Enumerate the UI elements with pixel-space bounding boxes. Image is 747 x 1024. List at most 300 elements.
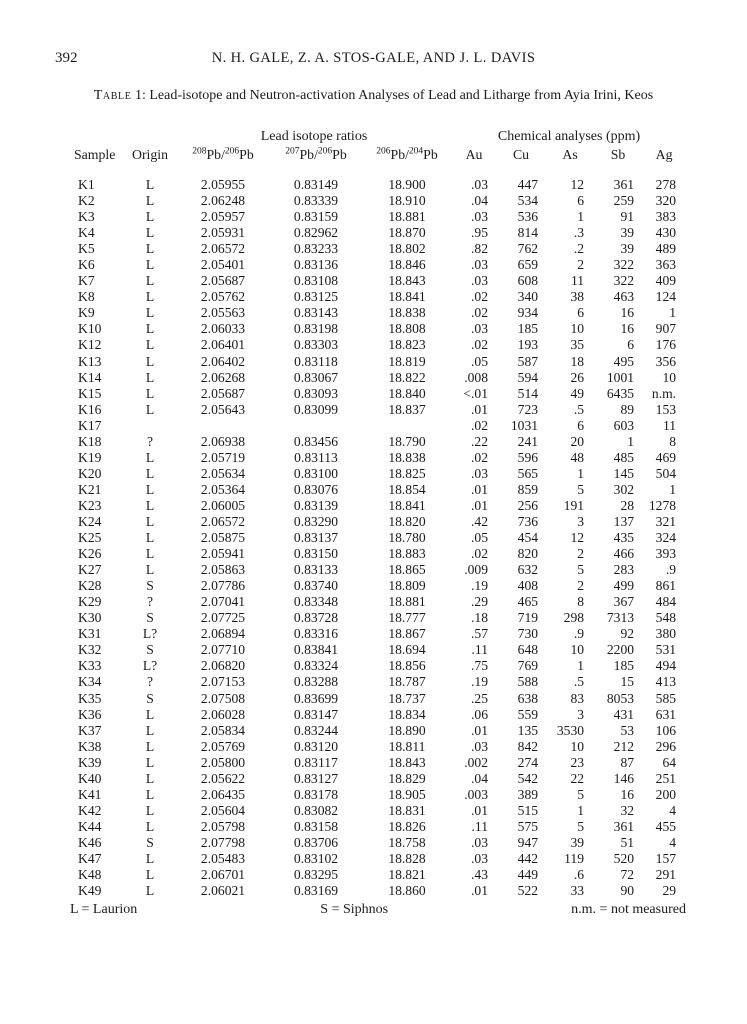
cell-pb207-206: 0.83113 [294,449,338,465]
cell-as: 6 [577,417,585,433]
cell-pb208-206: 2.06021 [200,883,246,899]
cell-sb: 8053 [606,690,635,706]
cell-pb208-206: 2.07798 [200,834,246,850]
page-header [0,50,747,68]
cell-pb206-204: 18.829 [388,770,426,786]
table-row [70,434,686,450]
cell-pb207-206: 0.83099 [293,401,339,417]
cell-sample: K12 [78,337,102,353]
cell-cu: 723 [517,401,539,417]
cell-sample: K27 [78,562,102,578]
cell-cu: 274 [517,754,539,770]
cell-pb206-204: 18.838 [388,305,426,321]
cell-pb208-206: 2.05687 [200,273,246,289]
cell-ag: 64 [662,754,677,770]
cell-origin: L [145,305,155,321]
cell-sb: 212 [613,738,635,754]
cell-sample: K17 [78,417,102,433]
cell-pb206-204: 18.883 [388,546,426,562]
cell-pb208-206: 2.06572 [200,513,246,529]
cell-pb208-206: 2.05955 [200,177,246,192]
table-row [70,707,686,723]
cell-cu: 465 [517,594,539,610]
cell-as: 39 [570,834,585,850]
cell-ag: 455 [655,818,677,834]
cell-pb206-204: 18.890 [388,722,426,738]
cell-pb206-204: 18.865 [388,562,426,578]
cell-ag: 200 [655,786,677,802]
cell-pb207-206: 0.83117 [294,754,338,770]
cell-ag: 4 [669,802,677,818]
cell-as: 10 [570,738,585,754]
cell-pb208-206: 2.07710 [200,642,246,658]
cell-origin: L [145,401,155,417]
table-row [70,610,686,626]
cell-cu: 820 [517,546,539,562]
cell-cu: 559 [517,706,539,722]
cell-pb208-206: 2.05643 [200,401,246,417]
cell-ag: 489 [655,241,677,257]
table-row [70,257,686,273]
cell-origin: L [145,530,155,546]
table-row [70,321,686,337]
cell-au: .02 [471,546,489,562]
column-header-pb208-206 [176,145,270,177]
cell-ag: 29 [662,883,677,899]
cell-ag: 393 [655,546,677,562]
cell-au: .42 [471,513,489,529]
cell-sample: K30 [78,610,102,626]
cell-pb208-206: 2.06938 [200,433,246,449]
cell-au: .02 [471,305,489,321]
cell-sample: K14 [78,369,102,385]
cell-ag: 494 [655,658,677,674]
table-row [70,514,686,530]
column-header-sample: Sample [74,147,116,162]
cell-pb206-204: 18.870 [388,225,426,241]
table-row [70,466,686,482]
cell-sample: K19 [78,449,102,465]
cell-as: 6 [577,305,585,321]
cell-cu: 769 [517,658,539,674]
cell-ag: 176 [655,337,677,353]
table-row [70,642,686,658]
cell-origin: L [145,193,155,209]
cell-sample: K38 [78,738,102,754]
cell-pb206-204: 18.834 [388,706,426,722]
cell-as: .5 [573,401,585,417]
cell-au: .03 [471,273,489,289]
cell-pb208-206: 2.05687 [200,385,246,401]
cell-sample: K20 [78,465,102,481]
cell-as: 18 [570,353,585,369]
cell-origin: L [145,273,155,289]
table-row [70,883,686,899]
cell-as: 35 [570,337,585,353]
cell-origin: L [145,481,155,497]
cell-cu: 1031 [510,417,539,433]
cell-pb208-206: 2.06401 [200,337,246,353]
cell-pb206-204: 18.910 [388,193,426,209]
cell-ag: 380 [655,626,677,642]
cell-as: 10 [570,642,585,658]
cell-sb: 361 [613,177,635,192]
cell-cu: 442 [517,850,539,866]
cell-origin: L [145,722,155,738]
cell-origin: L [145,177,155,192]
cell-au: .19 [471,674,489,690]
table-row [70,337,686,353]
cell-pb208-206: 2.05941 [200,546,246,562]
cell-ag: 321 [655,513,677,529]
cell-pb206-204: 18.828 [388,850,426,866]
cell-pb208-206: 2.05483 [200,850,246,866]
cell-cu: 454 [517,530,539,546]
cell-au: .03 [471,834,489,850]
cell-sb: 146 [613,770,635,786]
cell-au: .03 [471,177,489,192]
cell-au: .03 [471,465,489,481]
cell-ag: 153 [655,401,677,417]
cell-origin: ? [146,674,154,690]
table-row [70,241,686,257]
cell-ag: 484 [655,594,677,610]
cell-as: 10 [570,321,585,337]
column-header-row [70,145,686,177]
cell-ag: 363 [655,257,677,273]
cell-pb208-206: 2.07153 [200,674,246,690]
cell-as: 2 [577,578,585,594]
cell-pb207-206: 0.83076 [293,481,339,497]
isotope-symbol: Pb [423,147,438,162]
cell-cu: 256 [517,497,539,513]
cell-sb: 92 [620,626,635,642]
cell-pb208-206: 2.05762 [200,289,246,305]
cell-pb206-204: 18.780 [388,530,426,546]
cell-as: 6 [577,193,585,209]
cell-ag: 907 [655,321,677,337]
legend-siphnos: S = Siphnos [320,902,389,917]
cell-sample: K49 [78,883,102,899]
cell-as: 83 [570,690,585,706]
cell-au: .11 [471,642,489,658]
table-row [70,193,686,209]
cell-au: .03 [471,850,489,866]
cell-sb: 322 [613,273,635,289]
cell-au: .03 [471,738,489,754]
cell-pb207-206: 0.83339 [293,193,339,209]
cell-au: .19 [471,578,489,594]
cell-pb206-204: 18.737 [388,690,426,706]
cell-sample: K41 [78,786,102,802]
cell-pb206-204: 18.846 [388,257,426,273]
cell-sample: K4 [78,225,95,241]
cell-cu: 596 [517,449,539,465]
cell-sb: 322 [613,257,635,273]
cell-origin: S [146,610,154,626]
cell-sample: K48 [78,867,102,883]
cell-ag: 10 [662,369,677,385]
cell-cu: 587 [517,353,539,369]
cell-au: .009 [464,562,489,578]
table-row [70,482,686,498]
cell-ag: 157 [655,850,677,866]
isotope-symbol: Pb [332,147,347,162]
cell-sample: K47 [78,850,102,866]
cell-sb: 495 [613,353,635,369]
column-header-sb: Sb [610,147,626,162]
cell-sb: 485 [613,449,635,465]
cell-origin: L [145,369,155,385]
cell-origin: L [145,850,155,866]
cell-sb: 259 [613,193,635,209]
cell-pb208-206 [176,418,270,434]
cell-sample: K23 [78,497,102,513]
cell-sample: K16 [78,401,102,417]
cell-cu: 534 [517,193,539,209]
analysis-table-container [70,123,686,899]
cell-pb207-206: 0.83150 [293,546,339,562]
cell-pb208-206: 2.05798 [200,818,246,834]
cell-sb: 431 [613,706,635,722]
cell-pb206-204: 18.837 [388,401,426,417]
cell-au: .02 [471,337,489,353]
cell-origin: L [145,257,155,273]
table-row [70,755,686,771]
cell-ag: 11 [662,417,677,433]
cell-as: 23 [570,754,585,770]
cell-ag: n.m. [651,385,677,401]
cell-au: <.01 [463,385,489,401]
cell-origin: L [145,754,155,770]
cell-pb207-206: 0.83244 [293,722,339,738]
cell-au: .75 [471,658,489,674]
cell-as: 12 [570,177,585,192]
cell-au: .04 [471,770,489,786]
table-row [70,578,686,594]
cell-pb208-206: 2.05364 [200,481,246,497]
cell-cu: 730 [517,626,539,642]
cell-pb206-204: 18.809 [388,578,426,594]
cell-sb: 39 [620,241,635,257]
group-header-row [70,123,686,145]
cell-origin: L [145,562,155,578]
cell-pb207-206 [270,418,362,434]
cell-sb: 185 [613,658,635,674]
cell-pb206-204: 18.825 [388,465,426,481]
cell-pb206-204: 18.854 [388,481,426,497]
cell-as: .3 [573,225,585,241]
cell-pb207-206: 0.83133 [293,562,339,578]
cell-origin: L [145,225,155,241]
cell-au: .06 [471,706,489,722]
cell-origin: L [145,465,155,481]
table-row [70,674,686,690]
cell-cu: 389 [517,786,539,802]
cell-pb206-204: 18.802 [388,241,426,257]
table-row [70,546,686,562]
cell-cu: 859 [517,481,539,497]
cell-pb207-206: 0.83169 [293,883,339,899]
cell-pb207-206: 0.83118 [294,353,338,369]
cell-as: .5 [573,674,585,690]
cell-ag: 296 [655,738,677,754]
cell-as: 3 [577,706,585,722]
cell-cu: 719 [517,610,539,626]
isotope-superscript: 208 [192,146,207,157]
cell-ag: 4 [669,834,677,850]
cell-as: 38 [570,289,585,305]
cell-pb206-204: 18.881 [388,594,426,610]
cell-origin: L [145,706,155,722]
cell-sample: K1 [78,177,95,192]
cell-cu: 340 [517,289,539,305]
page-number: 392 [55,50,78,66]
cell-pb207-206: 0.83288 [293,674,339,690]
cell-pb208-206: 2.06572 [200,241,246,257]
cell-au: .22 [471,433,489,449]
isotope-symbol: Pb [239,147,254,162]
cell-sb: 89 [620,401,635,417]
cell-pb208-206: 2.05634 [200,465,246,481]
cell-origin: L [145,353,155,369]
table-row [70,787,686,803]
cell-cu: 648 [517,642,539,658]
cell-origin: L [145,786,155,802]
cell-pb207-206: 0.83137 [293,530,339,546]
cell-pb207-206: 0.83456 [293,433,339,449]
analysis-table [70,123,686,899]
cell-sample: K29 [78,594,102,610]
cell-pb207-206: 0.83159 [293,209,339,225]
cell-pb208-206: 2.07786 [200,578,246,594]
cell-sample: K40 [78,770,102,786]
cell-pb207-206: 0.83740 [293,578,339,594]
cell-sample: K3 [78,209,95,225]
cell-ag: 585 [655,690,677,706]
cell-origin: S [146,834,154,850]
isotope-symbol: Pb/ [390,147,409,162]
cell-sb: 16 [620,305,635,321]
cell-pb208-206: 2.07508 [200,690,246,706]
cell-as: 33 [570,883,585,899]
cell-au: .57 [471,626,489,642]
cell-pb207-206: 0.83841 [293,642,339,658]
cell-cu: 638 [517,690,539,706]
cell-pb208-206: 2.07041 [200,594,246,610]
cell-au: .29 [471,594,489,610]
cell-origin: L [145,513,155,529]
cell-au: .25 [471,690,489,706]
cell-cu: 522 [517,883,539,899]
cell-pb206-204: 18.841 [388,497,426,513]
cell-pb208-206: 2.06005 [200,497,246,513]
cell-cu: 947 [517,834,539,850]
cell-pb206-204: 18.820 [388,513,426,529]
isotope-symbol: Pb/ [299,147,318,162]
cell-au: .18 [471,610,489,626]
cell-pb208-206: 2.06894 [200,626,246,642]
cell-sb: 53 [620,722,635,738]
cell-ag: 251 [655,770,677,786]
cell-pb206-204: 18.843 [388,273,426,289]
cell-cu: 736 [517,513,539,529]
column-header-pb207-206 [270,145,362,177]
cell-pb207-206: 0.83699 [293,690,339,706]
cell-cu: 185 [517,321,539,337]
cell-pb208-206: 2.06820 [200,658,246,674]
cell-sb: 90 [620,883,635,899]
cell-as: 20 [570,433,585,449]
cell-origin [124,418,176,434]
cell-sample: K13 [78,353,102,369]
cell-pb207-206: 0.82962 [293,225,339,241]
cell-au: .05 [471,353,489,369]
cell-sample: K8 [78,289,95,305]
cell-as: 5 [577,818,585,834]
cell-ag: 278 [655,177,677,192]
cell-pb207-206: 0.83147 [293,706,339,722]
cell-pb207-206: 0.83093 [293,385,339,401]
cell-cu: 135 [517,722,539,738]
cell-ag: 531 [655,642,677,658]
cell-cu: 447 [517,177,539,192]
cell-cu: 514 [517,385,539,401]
cell-sample: K44 [78,818,102,834]
cell-origin: S [146,578,154,594]
cell-as: .2 [573,241,585,257]
cell-sample: K39 [78,754,102,770]
cell-pb208-206: 2.05800 [200,754,246,770]
cell-ag: 324 [655,530,677,546]
cell-cu: 536 [517,209,539,225]
cell-origin: L [145,802,155,818]
cell-sb: 302 [613,481,635,497]
cell-pb208-206: 2.05622 [200,770,246,786]
cell-as: 12 [570,530,585,546]
cell-origin: L [145,497,155,513]
cell-pb206-204: 18.841 [388,289,426,305]
cell-as: 26 [570,369,585,385]
cell-pb207-206: 0.83136 [293,257,339,273]
cell-pb206-204: 18.694 [388,642,426,658]
cell-as: 3530 [556,722,585,738]
table-row [70,530,686,546]
cell-au: .02 [471,289,489,305]
table-row [70,658,686,674]
cell-sample: K28 [78,578,102,594]
table-row [70,209,686,225]
table-row [70,771,686,787]
cell-pb206-204: 18.843 [388,754,426,770]
cell-sb: 435 [613,530,635,546]
cell-pb206-204: 18.822 [388,369,426,385]
cell-as: 1 [577,802,585,818]
cell-sb: 603 [613,417,635,433]
cell-ag: 631 [655,706,677,722]
isotope-superscript: 204 [408,146,424,157]
cell-sample: K24 [78,513,102,529]
table-row [70,562,686,578]
cell-origin: S [146,642,154,658]
table-row [70,739,686,755]
table-row [70,225,686,241]
cell-pb206-204: 18.900 [388,177,426,192]
cell-pb206-204: 18.790 [388,433,426,449]
cell-as: 22 [570,770,585,786]
isotope-superscript: 207 [285,146,300,157]
cell-sb: 367 [613,594,635,610]
